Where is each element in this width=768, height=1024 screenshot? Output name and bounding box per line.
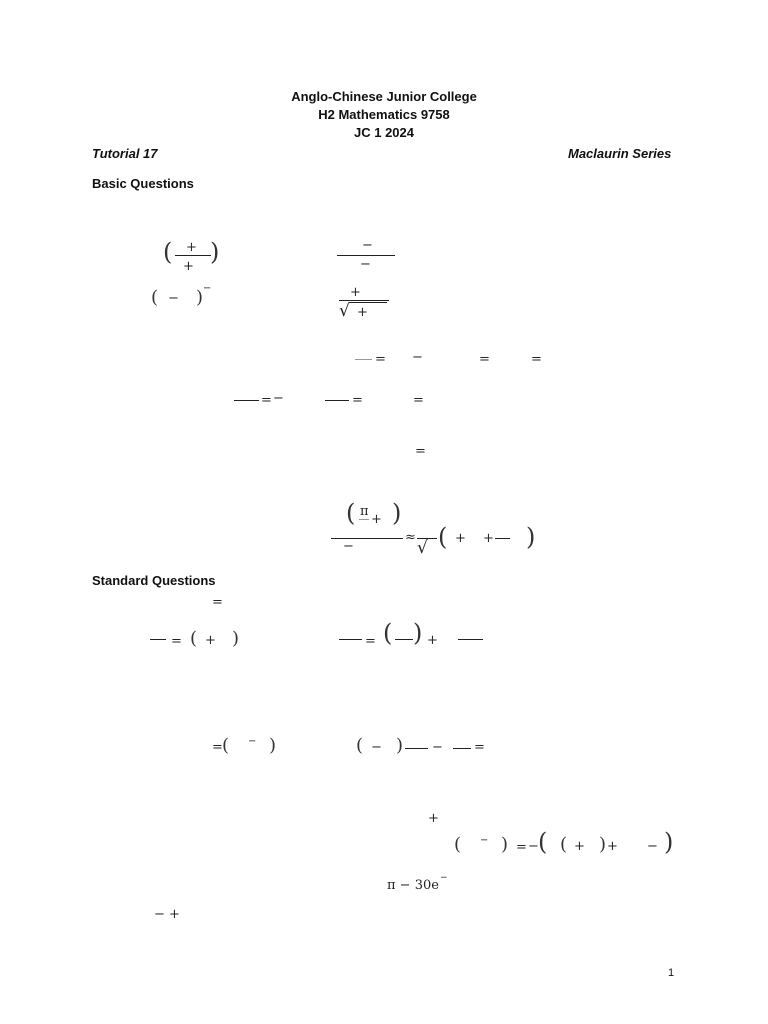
math-pi: π (360, 504, 369, 519)
math-equals: = (352, 393, 363, 408)
math-plus: + (183, 259, 194, 274)
math-pi-expression: π − 30e (387, 878, 439, 893)
math-rparen: ) (196, 287, 204, 308)
radical-bar (349, 302, 387, 303)
fraction-bar (495, 538, 510, 539)
math-equals: = (474, 740, 485, 755)
math-minus: − (343, 539, 354, 554)
math-rparen: ) (526, 523, 536, 551)
math-rparen: ) (392, 499, 402, 527)
math-rparen: ) (501, 834, 509, 855)
math-equals: = (212, 595, 223, 610)
fraction-bar (325, 400, 349, 401)
math-equals: = (365, 634, 376, 649)
math-equals: = (413, 393, 424, 408)
math-lparen: ( (438, 523, 448, 551)
math-minus: − (528, 839, 539, 854)
math-plus: + (574, 839, 585, 854)
fraction-bar (337, 255, 395, 256)
tutorial-topic: Maclaurin Series (568, 146, 672, 161)
math-minus: − (168, 291, 179, 306)
fraction-bar (453, 748, 471, 749)
math-lparen: ( (190, 628, 198, 649)
math-plus: + (205, 633, 216, 648)
math-minus: − (371, 740, 382, 755)
math-approx: ≈ (405, 530, 416, 545)
math-minus: − (360, 257, 371, 272)
math-plus: + (350, 285, 361, 300)
math-lparen: ( (222, 735, 230, 756)
math-rparen: ) (269, 735, 277, 756)
math-lparen: ( (151, 287, 159, 308)
fraction-bar (458, 639, 483, 640)
math-rparen: ) (232, 628, 240, 649)
math-plus: + (371, 512, 382, 527)
fraction-bar (355, 359, 372, 360)
math-minus: − (412, 350, 423, 365)
math-equals: = (171, 634, 182, 649)
math-equals: = (212, 740, 223, 755)
math-minus-plus: − + (154, 907, 180, 922)
math-exponent-minus: − (203, 283, 212, 294)
math-exponent-minus: − (440, 873, 448, 883)
math-plus: + (483, 531, 494, 546)
math-lparen: ( (346, 499, 356, 527)
cohort-year: JC 1 2024 (354, 125, 414, 140)
section-heading-basic: Basic Questions (92, 176, 194, 191)
subject-title: H2 Mathematics 9758 (318, 107, 450, 122)
page-number: 1 (668, 967, 675, 979)
math-plus: + (357, 305, 368, 320)
tutorial-number: Tutorial 17 (92, 146, 158, 161)
math-equals: = (479, 352, 490, 367)
math-minus: − (647, 839, 658, 854)
math-equals: = (375, 352, 386, 367)
fraction-bar (359, 519, 369, 520)
math-equals: = (516, 840, 527, 855)
fraction-bar (150, 639, 166, 640)
math-lparen: ( (383, 619, 393, 647)
math-rparen: ) (396, 735, 404, 756)
college-name: Anglo-Chinese Junior College (291, 89, 477, 104)
fraction-bar (175, 255, 211, 256)
math-minus: − (273, 391, 284, 406)
math-exponent-minus: − (480, 835, 489, 846)
math-rparen: ) (210, 238, 220, 266)
math-equals: = (261, 393, 272, 408)
math-minus: − (362, 238, 373, 253)
math-exponent-minus: − (248, 736, 257, 747)
math-lparen: ( (163, 238, 173, 266)
math-rparen: ) (599, 834, 607, 855)
math-lparen: ( (560, 834, 568, 855)
math-equals: = (415, 444, 426, 459)
section-heading-standard: Standard Questions (92, 573, 216, 588)
math-lparen: ( (538, 828, 548, 856)
math-plus: + (428, 811, 439, 826)
math-plus: + (186, 240, 197, 255)
math-plus: + (427, 633, 438, 648)
math-equals: = (531, 352, 542, 367)
sqrt-sign: √ (339, 301, 350, 321)
fraction-bar (331, 538, 403, 539)
fraction-bar (395, 639, 413, 640)
math-rparen: ) (413, 619, 423, 647)
fraction-bar (339, 639, 362, 640)
math-lparen: ( (454, 834, 462, 855)
math-rparen: ) (664, 828, 674, 856)
sqrt-sign: √ (417, 538, 428, 558)
fraction-bar (405, 748, 428, 749)
math-plus: + (455, 531, 466, 546)
math-lparen: ( (356, 735, 364, 756)
math-plus: + (607, 839, 618, 854)
math-minus: − (432, 740, 443, 755)
fraction-bar (234, 400, 259, 401)
